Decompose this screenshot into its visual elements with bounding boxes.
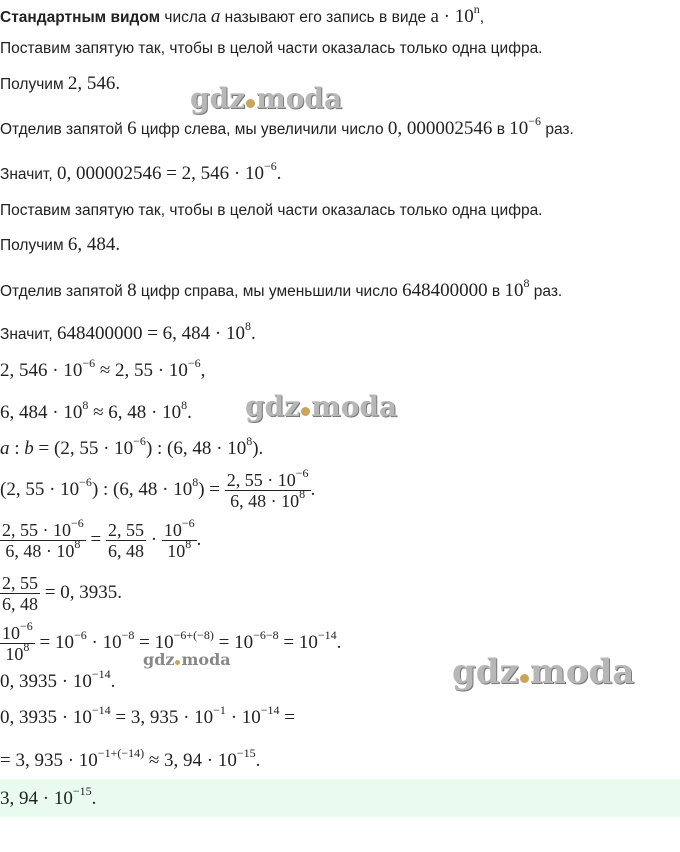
watermark: gdz moda: [245, 390, 398, 423]
final-answer: 3, $94 \cdot 10^{-15}$.: [0, 784, 97, 809]
fraction: $\frac{10^{-6}}{10^8}$: [2, 619, 33, 665]
math-line: (2, $55 \cdot 10^{-6}$) : (6, $48 \cdot 10^8$) = $\frac{2, 55 \cdot 10^{-6}}{6, 48 \cdot 10^8}$ .: [0, 466, 316, 512]
math-line: 2, $546 \cdot 10^{-6} \approx 2$, $55 \cdot 10^{-6}$,: [0, 356, 206, 381]
fraction: $\frac{2, 55}{6, 48}$: [2, 573, 38, 615]
math-line: $\frac{2, 55}{6, 48}$ = 0, 3935.: [2, 573, 122, 615]
fraction: $\frac{10^{-6}}{10^8}$: [163, 516, 195, 562]
math-line: $\frac{10^{-6}}{10^8}$ = $10^{-6} \cdot 10^{-8} = 10^{-6+(-8)} = 10^{-6-8} = 10^{-14}$.: [2, 619, 342, 665]
text-line: Отделив запятой 8 цифр справа, мы уменьшили число 648400000 в $10^8$ раз.: [0, 276, 563, 301]
math-line: a : b = (2, $55 \cdot 10^{-6}$) : (6, $48 \cdot 10^8$).: [0, 434, 264, 459]
text-line: Значит, 0, 000002546 = 2, $546 \cdot 10^{-6}$.: [0, 159, 282, 184]
text-line: Получим 2, 546.: [0, 73, 121, 94]
fraction: $\frac{2, 55 \cdot 10^{-6}}{6, 48 \cdot 10^8}$: [2, 516, 84, 562]
math-line: 6, $484 \cdot 10^8 \approx 6$, $48 \cdot 10^8$.: [0, 398, 192, 423]
watermark: gdz moda: [190, 82, 343, 115]
text-line: Отделив запятой 6 цифр слева, мы увеличили число 0, 000002546 в $10^{-6}$ раз.: [0, 114, 574, 139]
text-line: Значит, 648400000 = 6, $484 \cdot 10^8$.: [0, 319, 256, 344]
definition-line: Стандартным видом числа a называют его запись в виде $a \cdot 10^n$,: [0, 2, 485, 27]
math-line: 0, $3935 \cdot 10^{-14} = 3$, $935 \cdot 10^{-1} \cdot 10^{-14}$ =: [0, 703, 296, 728]
answer-highlight: [0, 779, 680, 817]
watermark: gdz moda: [143, 650, 231, 669]
math-line: = 3, $935 \cdot 10^{-1+(-14)} \approx 3$, $94 \cdot 10^{-15}$.: [0, 746, 261, 771]
text-line: Получим 6, 484.: [0, 234, 121, 255]
fraction: $\frac{2, 55 \cdot 10^{-6}}{6, 48 \cdot 10^8}$: [226, 466, 309, 512]
text-line: Поставим запятую так, чтобы в целой части оказалась только одна цифра.: [0, 202, 543, 219]
math-line: 0, $3935 \cdot 10^{-14}$.: [0, 667, 116, 692]
text-line: Поставим запятую так, чтобы в целой части оказалась только одна цифра.: [0, 40, 543, 57]
math-line: $\frac{2, 55 \cdot 10^{-6}}{6, 48 \cdot 10^8}$ = $\frac{2, 55}{6, 48}$ · $\frac{10^{-6}}{10^8}$ .: [2, 516, 202, 562]
watermark: gdz moda: [452, 652, 635, 692]
fraction: $\frac{2, 55}{6, 48}$: [108, 520, 144, 562]
